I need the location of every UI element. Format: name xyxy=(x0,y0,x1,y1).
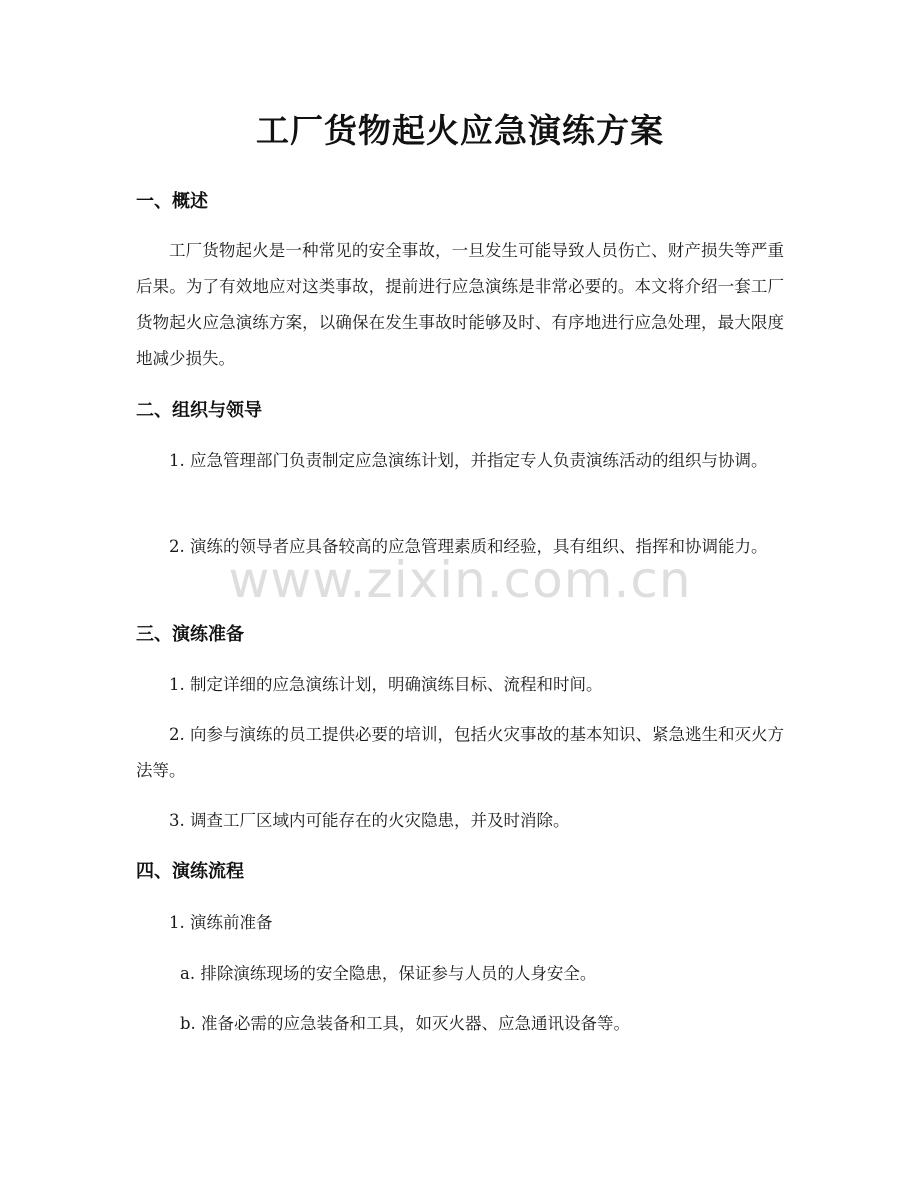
watermark-text: www.zixin.com.cn xyxy=(228,551,692,609)
section-heading-organization: 二、组织与领导 xyxy=(136,400,262,421)
overview-paragraph: 工厂货物起火是一种常见的安全事故，一旦发生可能导致人员伤亡、财产损失等严重后果。为了有效地应对这类事故，提前进行应急演练是非常必要的。本文将介绍一套工厂货物起火应急演练方案，以确保在发生事故时能够及时、有序地进行应急处理，最大限度地减少损失。 xyxy=(136,241,784,368)
document-title: 工厂货物起火应急演练方案 xyxy=(256,111,664,150)
section-heading-process: 四、演练流程 xyxy=(136,861,244,882)
preparation-item-2: 2. 向参与演练的员工提供必要的培训，包括火灾事故的基本知识、紧急逃生和灭火方法等。 xyxy=(136,725,784,780)
organization-item-1: 1. 应急管理部门负责制定应急演练计划，并指定专人负责演练活动的组织与协调。 xyxy=(169,451,768,470)
section-heading-overview: 一、概述 xyxy=(136,191,208,212)
section-heading-preparation: 三、演练准备 xyxy=(136,624,244,645)
organization-item-2: 2. 演练的领导者应具备较高的应急管理素质和经验，具有组织、指挥和协调能力。 xyxy=(169,537,768,556)
process-subitem-b: b. 准备必需的应急装备和工具，如灭火器、应急通讯设备等。 xyxy=(180,1014,631,1033)
process-item-1: 1. 演练前准备 xyxy=(169,913,273,932)
preparation-item-3: 3. 调查工厂区域内可能存在的火灾隐患，并及时消除。 xyxy=(169,811,570,830)
process-subitem-a: a. 排除演练现场的安全隐患，保证参与人员的人身安全。 xyxy=(180,964,597,983)
preparation-item-1: 1. 制定详细的应急演练计划，明确演练目标、流程和时间。 xyxy=(169,675,603,694)
